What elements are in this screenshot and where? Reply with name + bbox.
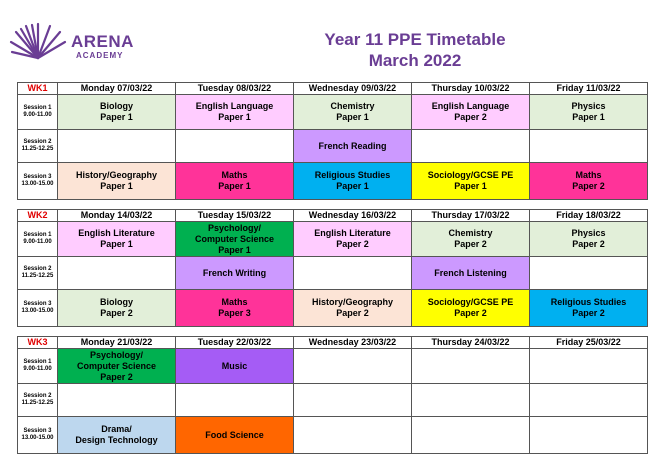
day-header: Friday 25/03/22 — [530, 337, 648, 349]
day-header: Wednesday 09/03/22 — [294, 83, 412, 95]
empty-cell — [530, 257, 648, 290]
exam-cell: French Reading — [294, 130, 412, 163]
session-label: Session 3 13.00-15.00 — [18, 163, 58, 200]
empty-cell — [530, 384, 648, 417]
day-header: Wednesday 16/03/22 — [294, 210, 412, 222]
exam-cell: Religious Studies Paper 2 — [530, 290, 648, 327]
session-label: Session 3 13.00-15.00 — [18, 290, 58, 327]
empty-cell — [530, 349, 648, 384]
session-label: Session 3 13.00-15.00 — [18, 417, 58, 454]
empty-cell — [176, 130, 294, 163]
exam-cell: Sociology/GCSE PE Paper 2 — [412, 290, 530, 327]
exam-cell: Food Science — [176, 417, 294, 454]
week-label: WK2 — [18, 210, 58, 222]
week-label: WK3 — [18, 337, 58, 349]
exam-cell: Maths Paper 2 — [530, 163, 648, 200]
empty-cell — [530, 130, 648, 163]
week-header-row — [18, 337, 648, 349]
exam-cell: Physics Paper 2 — [530, 222, 648, 257]
session-label: Session 2 11.25-12.25 — [18, 130, 58, 163]
day-header: Tuesday 08/03/22 — [176, 83, 294, 95]
week-header-row — [18, 210, 648, 222]
day-header: Wednesday 23/03/22 — [294, 337, 412, 349]
starburst-icon — [8, 18, 68, 68]
exam-cell: French Listening — [412, 257, 530, 290]
session-label: Session 1 9.00-11.00 — [18, 95, 58, 130]
exam-cell: English Language Paper 2 — [412, 95, 530, 130]
empty-cell — [412, 349, 530, 384]
exam-cell: Psychology/ Computer Science Paper 1 — [176, 222, 294, 257]
exam-cell: English Language Paper 1 — [176, 95, 294, 130]
exam-cell: Maths Paper 1 — [176, 163, 294, 200]
exam-cell: History/Geography Paper 2 — [294, 290, 412, 327]
day-header: Friday 11/03/22 — [530, 83, 648, 95]
exam-cell: French Writing — [176, 257, 294, 290]
empty-cell — [58, 257, 176, 290]
exam-cell: Biology Paper 2 — [58, 290, 176, 327]
empty-cell — [294, 349, 412, 384]
arena-academy-logo — [8, 18, 148, 68]
page-title: Year 11 PPE Timetable — [324, 30, 506, 49]
empty-cell — [412, 417, 530, 454]
exam-cell: English Literature Paper 1 — [58, 222, 176, 257]
day-header: Monday 14/03/22 — [58, 210, 176, 222]
day-header: Tuesday 15/03/22 — [176, 210, 294, 222]
empty-cell — [412, 130, 530, 163]
week-label: WK1 — [18, 83, 58, 95]
exam-cell: Maths Paper 3 — [176, 290, 294, 327]
day-header: Thursday 24/03/22 — [412, 337, 530, 349]
empty-cell — [294, 417, 412, 454]
exam-cell: Psychology/ Computer Science Paper 2 — [58, 349, 176, 384]
day-header: Friday 18/03/22 — [530, 210, 648, 222]
logo-name: ARENA — [71, 32, 134, 51]
exam-cell: Sociology/GCSE PE Paper 1 — [412, 163, 530, 200]
day-header: Thursday 17/03/22 — [412, 210, 530, 222]
timetable-week-1 — [17, 82, 648, 200]
exam-cell: Music — [176, 349, 294, 384]
session-row — [18, 349, 648, 384]
exam-cell: Chemistry Paper 1 — [294, 95, 412, 130]
exam-cell: History/Geography Paper 1 — [58, 163, 176, 200]
empty-cell — [530, 417, 648, 454]
session-row — [18, 257, 648, 290]
exam-cell: Physics Paper 1 — [530, 95, 648, 130]
session-label: Session 1 9.00-11.00 — [18, 349, 58, 384]
session-row — [18, 384, 648, 417]
day-header: Monday 07/03/22 — [58, 83, 176, 95]
exam-cell: English Literature Paper 2 — [294, 222, 412, 257]
session-label: Session 2 11.25-12.25 — [18, 384, 58, 417]
session-row — [18, 222, 648, 257]
session-label: Session 1 9.00-11.00 — [18, 222, 58, 257]
empty-cell — [58, 130, 176, 163]
week-header-row — [18, 83, 648, 95]
empty-cell — [294, 384, 412, 417]
empty-cell — [58, 384, 176, 417]
session-label: Session 2 11.25-12.25 — [18, 257, 58, 290]
session-row — [18, 95, 648, 130]
logo-sub: ACADEMY — [76, 51, 124, 60]
exam-cell: Drama/ Design Technology — [58, 417, 176, 454]
empty-cell — [412, 384, 530, 417]
timetable-week-2 — [17, 209, 648, 327]
timetable-week-3 — [17, 336, 648, 454]
day-header: Thursday 10/03/22 — [412, 83, 530, 95]
session-row — [18, 290, 648, 327]
day-header: Monday 21/03/22 — [58, 337, 176, 349]
exam-cell: Chemistry Paper 2 — [412, 222, 530, 257]
empty-cell — [176, 384, 294, 417]
session-row — [18, 163, 648, 200]
empty-cell — [294, 257, 412, 290]
page-subtitle: March 2022 — [368, 51, 462, 70]
exam-cell: Biology Paper 1 — [58, 95, 176, 130]
exam-cell: Religious Studies Paper 1 — [294, 163, 412, 200]
session-row — [18, 130, 648, 163]
day-header: Tuesday 22/03/22 — [176, 337, 294, 349]
session-row — [18, 417, 648, 454]
